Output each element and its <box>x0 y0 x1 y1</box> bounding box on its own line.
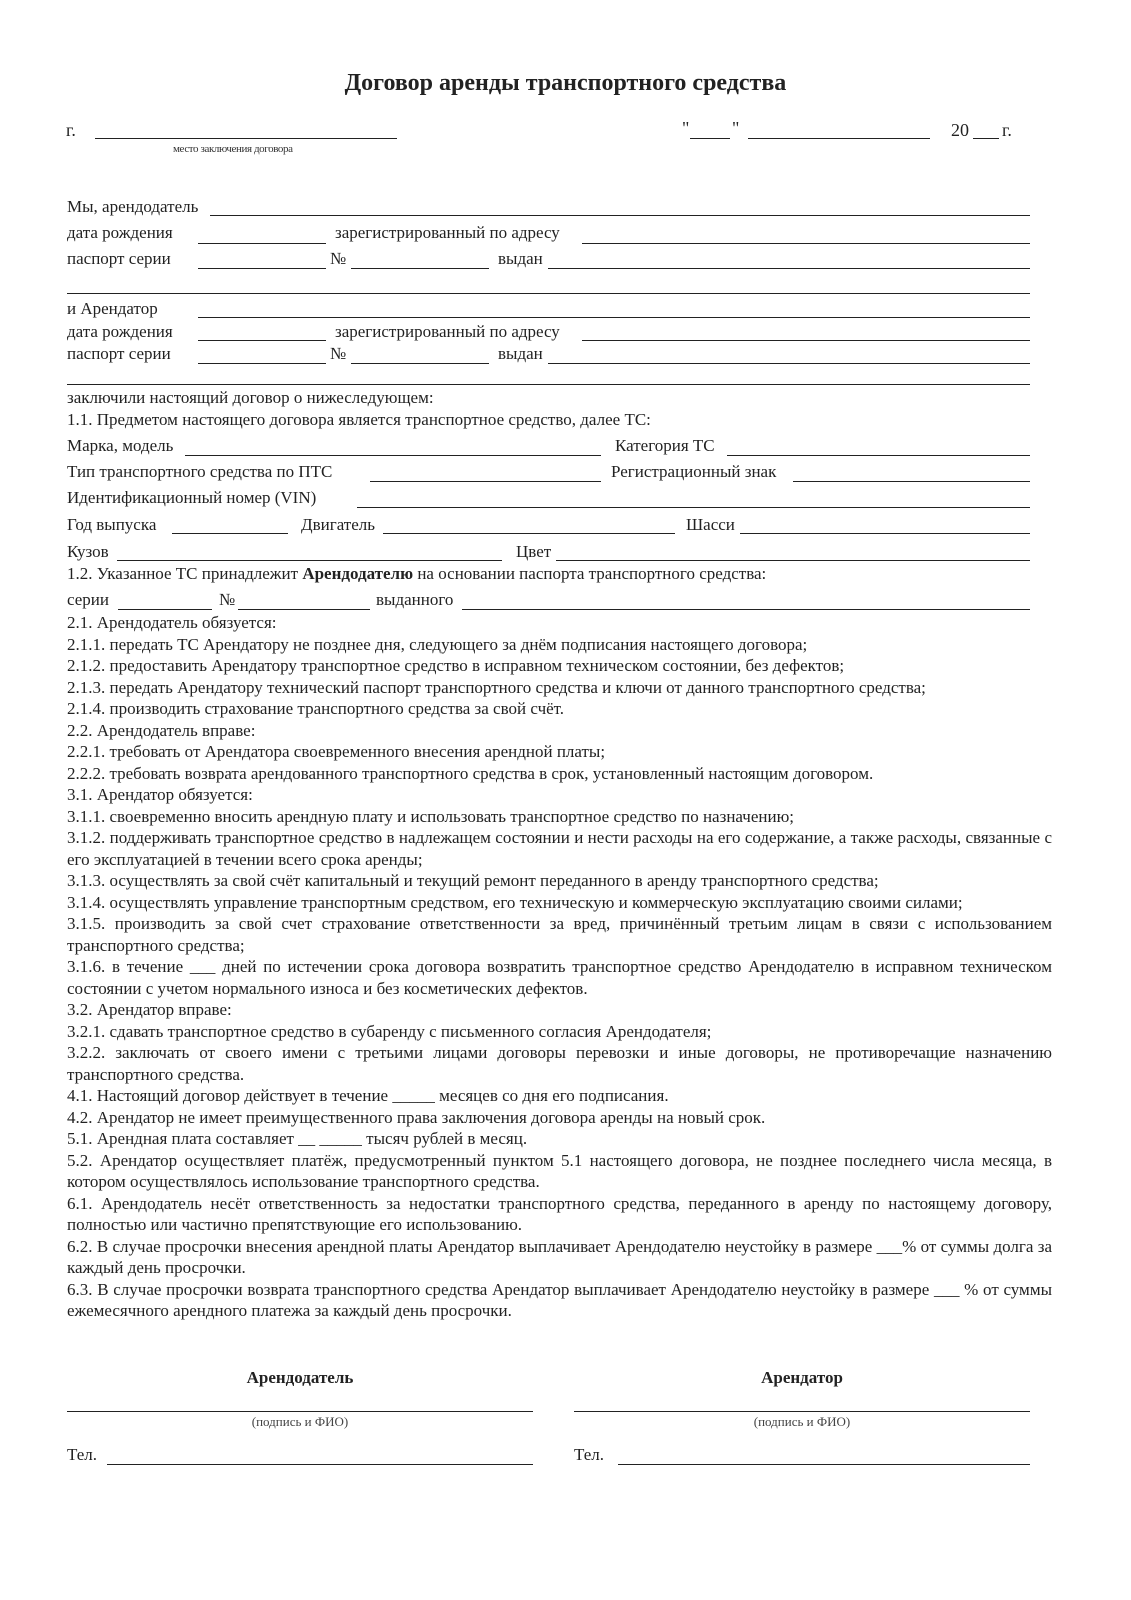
year-prefix: 20 <box>951 120 969 140</box>
lessee-passport-label: паспорт серии <box>67 344 171 363</box>
lessee-birth-label: дата рождения <box>67 322 173 341</box>
lessor-issued-field[interactable] <box>548 268 1030 269</box>
clause: 5.2. Арендатор осуществляет платёж, предусмотренный пунктом 5.1 настоящего договора, не позднее последнего числа месяца, в котором осуществлялось использование транспортного средства. <box>67 1150 1052 1191</box>
reg-sign-field[interactable] <box>793 481 1030 482</box>
lessor-extra-line[interactable] <box>67 293 1030 294</box>
pts-number-label: № <box>219 590 236 609</box>
year-label: Год выпуска <box>67 515 157 534</box>
chassis-field[interactable] <box>740 533 1030 534</box>
clause: 6.2. В случае просрочки внесения арендной платы Арендатор выплачивает Арендодателю неустойку в размере ___% от суммы долга за каждый день просрочки. <box>67 1236 1052 1277</box>
lessor-passport-series-field[interactable] <box>198 268 326 269</box>
clause: 2.2. Арендодатель вправе: <box>67 720 256 740</box>
clause: 2.2.1. требовать от Арендатора своевременного внесения арендной платы; <box>67 742 606 761</box>
clause: 3.1. Арендатор обязуется: <box>67 785 253 804</box>
color-field[interactable] <box>556 560 1030 561</box>
pts-issued-field[interactable] <box>462 609 1030 610</box>
clause: 2.1.3. передать Арендатору технический паспорт транспортного средства и ключи от данного транспортного средства; <box>67 677 926 697</box>
color-label: Цвет <box>516 542 552 561</box>
lessee-signature-field[interactable] <box>574 1411 1030 1412</box>
type-field[interactable] <box>370 481 601 482</box>
clause: 2.1. Арендодатель обязуется: <box>67 613 277 632</box>
lessor-label: Мы, арендодатель <box>67 197 199 216</box>
clause: 3.1.1. своевременно вносить арендную плату и использовать транспортное средство по назначению; <box>67 806 794 826</box>
lessee-issued-field[interactable] <box>548 363 1030 364</box>
lessor-phone-field[interactable] <box>107 1464 533 1465</box>
reg-sign-label: Регистрационный знак <box>611 462 777 481</box>
body-field[interactable] <box>117 560 502 561</box>
vin-label: Идентификационный номер (VIN) <box>67 488 317 507</box>
lessee-passport-number-field[interactable] <box>351 363 489 364</box>
clause: 3.1.2. поддерживать транспортное средство в надлежащем состоянии и нести расходы на его содержание, а также расходы, связанные с его эксплуатацией в течении всего срока аренды; <box>67 828 1052 869</box>
clause: 2.1.2. предоставить Арендатору транспортное средство в исправном техническом состоянии, без дефектов; <box>67 656 845 675</box>
place-caption: место заключения договора <box>173 143 293 155</box>
vin-field[interactable] <box>357 507 1030 508</box>
lessee-number-label: № <box>330 344 347 363</box>
lessor-signature-heading: Арендодатель <box>246 1368 354 1387</box>
lessor-birth-field[interactable] <box>198 243 326 244</box>
lessee-signature-heading: Арендатор <box>761 1368 843 1387</box>
clause-1-2: 1.2. Указанное ТС принадлежит Арендодателю на основании паспорта транспортного средства: <box>67 564 767 583</box>
clause: 4.1. Настоящий договор действует в течение _____ месяцев со дня его подписания. <box>67 1086 669 1105</box>
lessor-phone-label: Тел. <box>67 1445 98 1464</box>
clause: 3.1.5. производить за свой счет страхование ответственности за вред, причинённый третьим лицам в связи с использованием транспортного средства; <box>67 914 1052 955</box>
type-label: Тип транспортного средства по ПТС <box>67 462 333 481</box>
lessee-label: и Арендатор <box>67 299 158 318</box>
lessee-birth-field[interactable] <box>198 340 326 341</box>
clause: 3.1.6. в течение ___ дней по истечении срока договора возвратить транспортное средство Арендодателю в исправном техническом состоянии с учетом нормального износа и без косметических дефектов. <box>67 957 1052 998</box>
clause-1-1: 1.1. Предметом настоящего договора является транспортное средство, далее ТС: <box>67 410 651 429</box>
clause: 6.1. Арендодатель несёт ответственность за недостатки транспортного средства, переданного в аренду по настоящему договору, полностью или частично препятствующие его использованию. <box>67 1193 1052 1234</box>
year-suffix: г. <box>1002 120 1012 140</box>
lessor-address-label: зарегистрированный по адресу <box>335 223 560 242</box>
quote-close: " <box>732 118 740 138</box>
body-label: Кузов <box>67 542 109 561</box>
month-field[interactable] <box>748 138 930 139</box>
chassis-label: Шасси <box>686 515 735 534</box>
clause: 4.2. Арендатор не имеет преимущественного права заключения договора аренды на новый срок. <box>67 1107 766 1127</box>
lessee-phone-label: Тел. <box>574 1445 605 1464</box>
lessee-address-label: зарегистрированный по адресу <box>335 322 560 341</box>
lessee-name-field[interactable] <box>198 317 1030 318</box>
lessor-name-field[interactable] <box>210 215 1030 216</box>
clause: 3.2.2. заключать от своего имени с третьими лицами договоры перевозки и иные договоры, не противоречащие назначению транспортного средства. <box>67 1043 1052 1084</box>
clause: 2.1.4. производить страхование транспортного средства за свой счёт. <box>67 699 565 718</box>
category-field[interactable] <box>727 455 1030 456</box>
year-field[interactable] <box>973 138 999 139</box>
document-title: Договор аренды транспортного средства <box>344 70 787 96</box>
lessor-birth-label: дата рождения <box>67 223 173 242</box>
pts-number-field[interactable] <box>238 609 370 610</box>
quote-open: " <box>682 118 690 138</box>
day-field[interactable] <box>690 138 730 139</box>
intro-text: заключили настоящий договор о нижеследующем: <box>67 388 434 407</box>
lessee-extra-line[interactable] <box>67 384 1030 385</box>
engine-field[interactable] <box>383 533 675 534</box>
engine-label: Двигатель <box>301 515 376 534</box>
lessor-issued-label: выдан <box>498 249 543 268</box>
lessor-number-label: № <box>330 249 347 268</box>
lessee-signature-caption: (подпись и ФИО) <box>753 1414 851 1429</box>
clause: 3.2.1. сдавать транспортное средство в субаренду с письменного согласия Арендодателя; <box>67 1021 712 1041</box>
clause: 3.1.3. осуществлять за свой счёт капитальный и текущий ремонт переданного в аренду транспортного средства; <box>67 871 879 890</box>
category-label: Категория ТС <box>615 436 715 455</box>
lessee-issued-label: выдан <box>498 344 543 363</box>
make-label: Марка, модель <box>67 436 174 455</box>
pts-series-label: серии <box>67 590 109 609</box>
contract-clauses <box>67 612 1052 1322</box>
make-field[interactable] <box>185 455 601 456</box>
clause: 3.1.4. осуществлять управление транспортным средством, его техническую и коммерческую эксплуатацию своими силами; <box>67 892 963 912</box>
pts-series-field[interactable] <box>118 609 212 610</box>
clause: 2.2.2. требовать возврата арендованного транспортного средства в срок, установленный настоящим договором. <box>67 763 874 783</box>
year-made-field[interactable] <box>172 533 288 534</box>
clause: 3.2. Арендатор вправе: <box>67 1000 232 1019</box>
place-field[interactable] <box>95 138 397 139</box>
clause: 5.1. Арендная плата составляет __ _____ тысяч рублей в месяц. <box>67 1129 528 1148</box>
clause: 6.3. В случае просрочки возврата транспортного средства Арендатор выплачивает Арендодателю неустойку в размере ___ % от суммы ежемесячного арендного платежа за каждый день просрочки. <box>67 1279 1052 1320</box>
lessor-signature-field[interactable] <box>67 1411 533 1412</box>
lessor-passport-number-field[interactable] <box>351 268 489 269</box>
lessee-address-field[interactable] <box>582 340 1030 341</box>
city-prefix: г. <box>66 120 76 140</box>
lessor-address-field[interactable] <box>582 243 1030 244</box>
lessee-passport-series-field[interactable] <box>198 363 326 364</box>
lessor-passport-label: паспорт серии <box>67 249 171 268</box>
pts-issued-label: выданного <box>376 590 454 609</box>
lessor-signature-caption: (подпись и ФИО) <box>251 1414 349 1429</box>
clause: 2.1.1. передать ТС Арендатору не позднее дня, следующего за днём подписания настоящего договора; <box>67 634 808 654</box>
lessee-phone-field[interactable] <box>618 1464 1030 1465</box>
